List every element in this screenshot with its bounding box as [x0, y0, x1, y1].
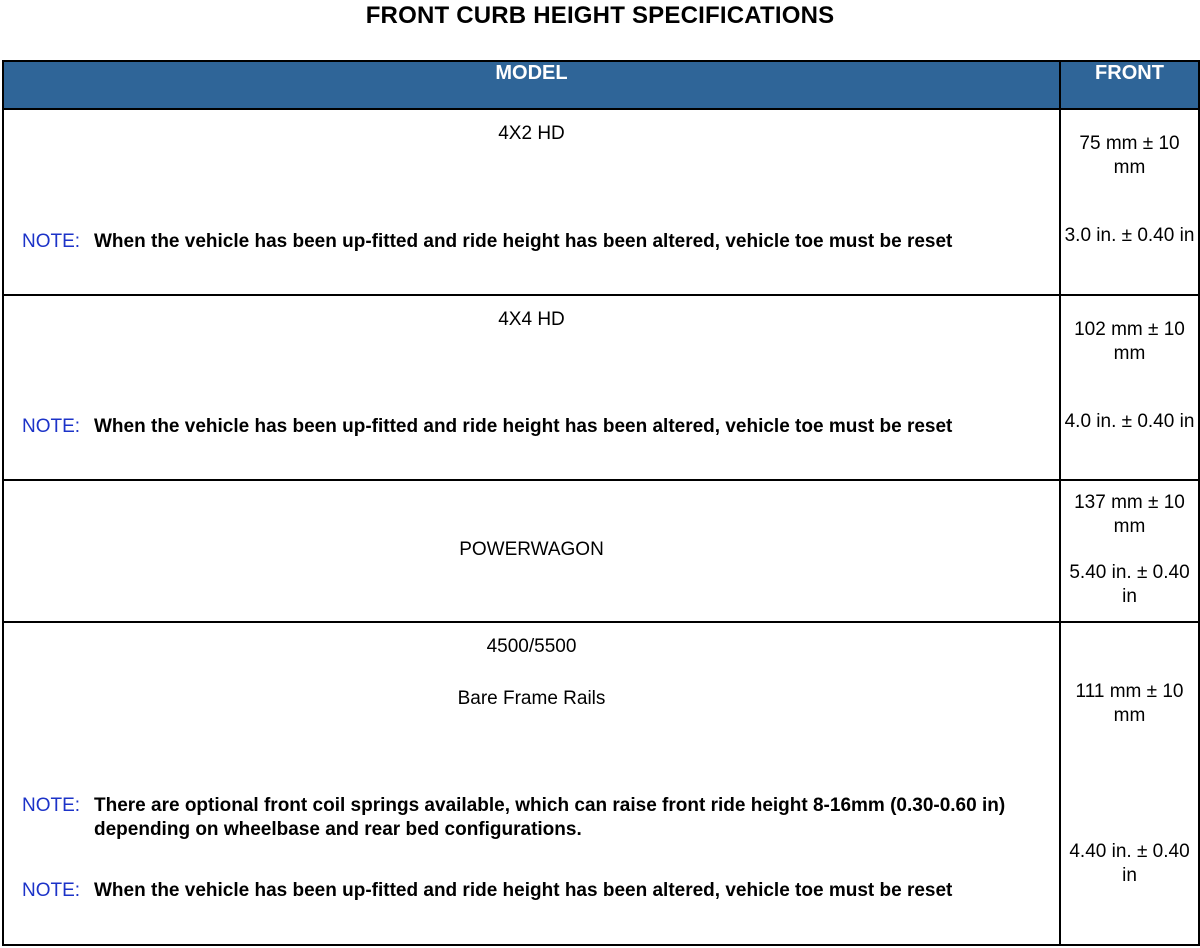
front-metric-value: 137 mm ± 10 mm [1074, 492, 1185, 537]
note-text: When the vehicle has been up-fitted and ride height has been altered, vehicle toe must be reset [94, 416, 953, 437]
column-header-model: MODEL [3, 61, 1060, 109]
table-row [3, 622, 1199, 945]
model-name: 4X4 HD [498, 309, 565, 330]
model-name: 4X2 HD [498, 123, 565, 144]
front-imperial-value: 4.0 in. ± 0.40 in [1064, 411, 1195, 432]
note-label: NOTE: [22, 231, 81, 252]
front-metric-value: 111 mm ± 10 mm [1075, 681, 1184, 726]
note [22, 415, 1041, 439]
model-name: 4500/5500 [486, 636, 577, 657]
table-row [3, 480, 1199, 622]
note-text: When the vehicle has been up-fitted and ride height has been altered, vehicle toe must be reset [94, 880, 953, 901]
note-label: NOTE: [22, 880, 81, 901]
table-header-row [3, 61, 1199, 109]
front-cell [1060, 622, 1199, 945]
curb-height-table [2, 60, 1200, 946]
note-text: When the vehicle has been up-fitted and ride height has been altered, vehicle toe must be reset [94, 231, 953, 252]
note-text: There are optional front coil springs available, which can raise front ride height 8-16mm (0.30-0.60 in) depending on wheelbase and rear bed configurations. [94, 795, 1006, 840]
table-row [3, 295, 1199, 480]
front-cell [1060, 295, 1199, 480]
table-row [3, 109, 1199, 295]
model-cell [3, 622, 1060, 945]
front-cell [1060, 480, 1199, 622]
model-cell [3, 480, 1060, 622]
column-header-front: FRONT [1060, 61, 1199, 109]
front-metric-value: 102 mm ± 10 mm [1074, 319, 1185, 364]
front-imperial-value: 4.40 in. ± 0.40 in [1069, 841, 1190, 886]
model-name: POWERWAGON [459, 539, 604, 560]
note [22, 230, 1041, 254]
note-label: NOTE: [22, 795, 81, 816]
front-imperial-value: 5.40 in. ± 0.40 in [1069, 562, 1190, 607]
note [22, 794, 1041, 842]
page-title: FRONT CURB HEIGHT SPECIFICATIONS [365, 2, 835, 29]
front-metric-value: 75 mm ± 10 mm [1079, 133, 1180, 178]
model-subname: Bare Frame Rails [457, 688, 606, 709]
note [22, 879, 1041, 903]
model-cell [3, 109, 1060, 295]
front-imperial-value: 3.0 in. ± 0.40 in [1064, 225, 1195, 246]
note-label: NOTE: [22, 416, 81, 437]
model-cell [3, 295, 1060, 480]
front-cell [1060, 109, 1199, 295]
